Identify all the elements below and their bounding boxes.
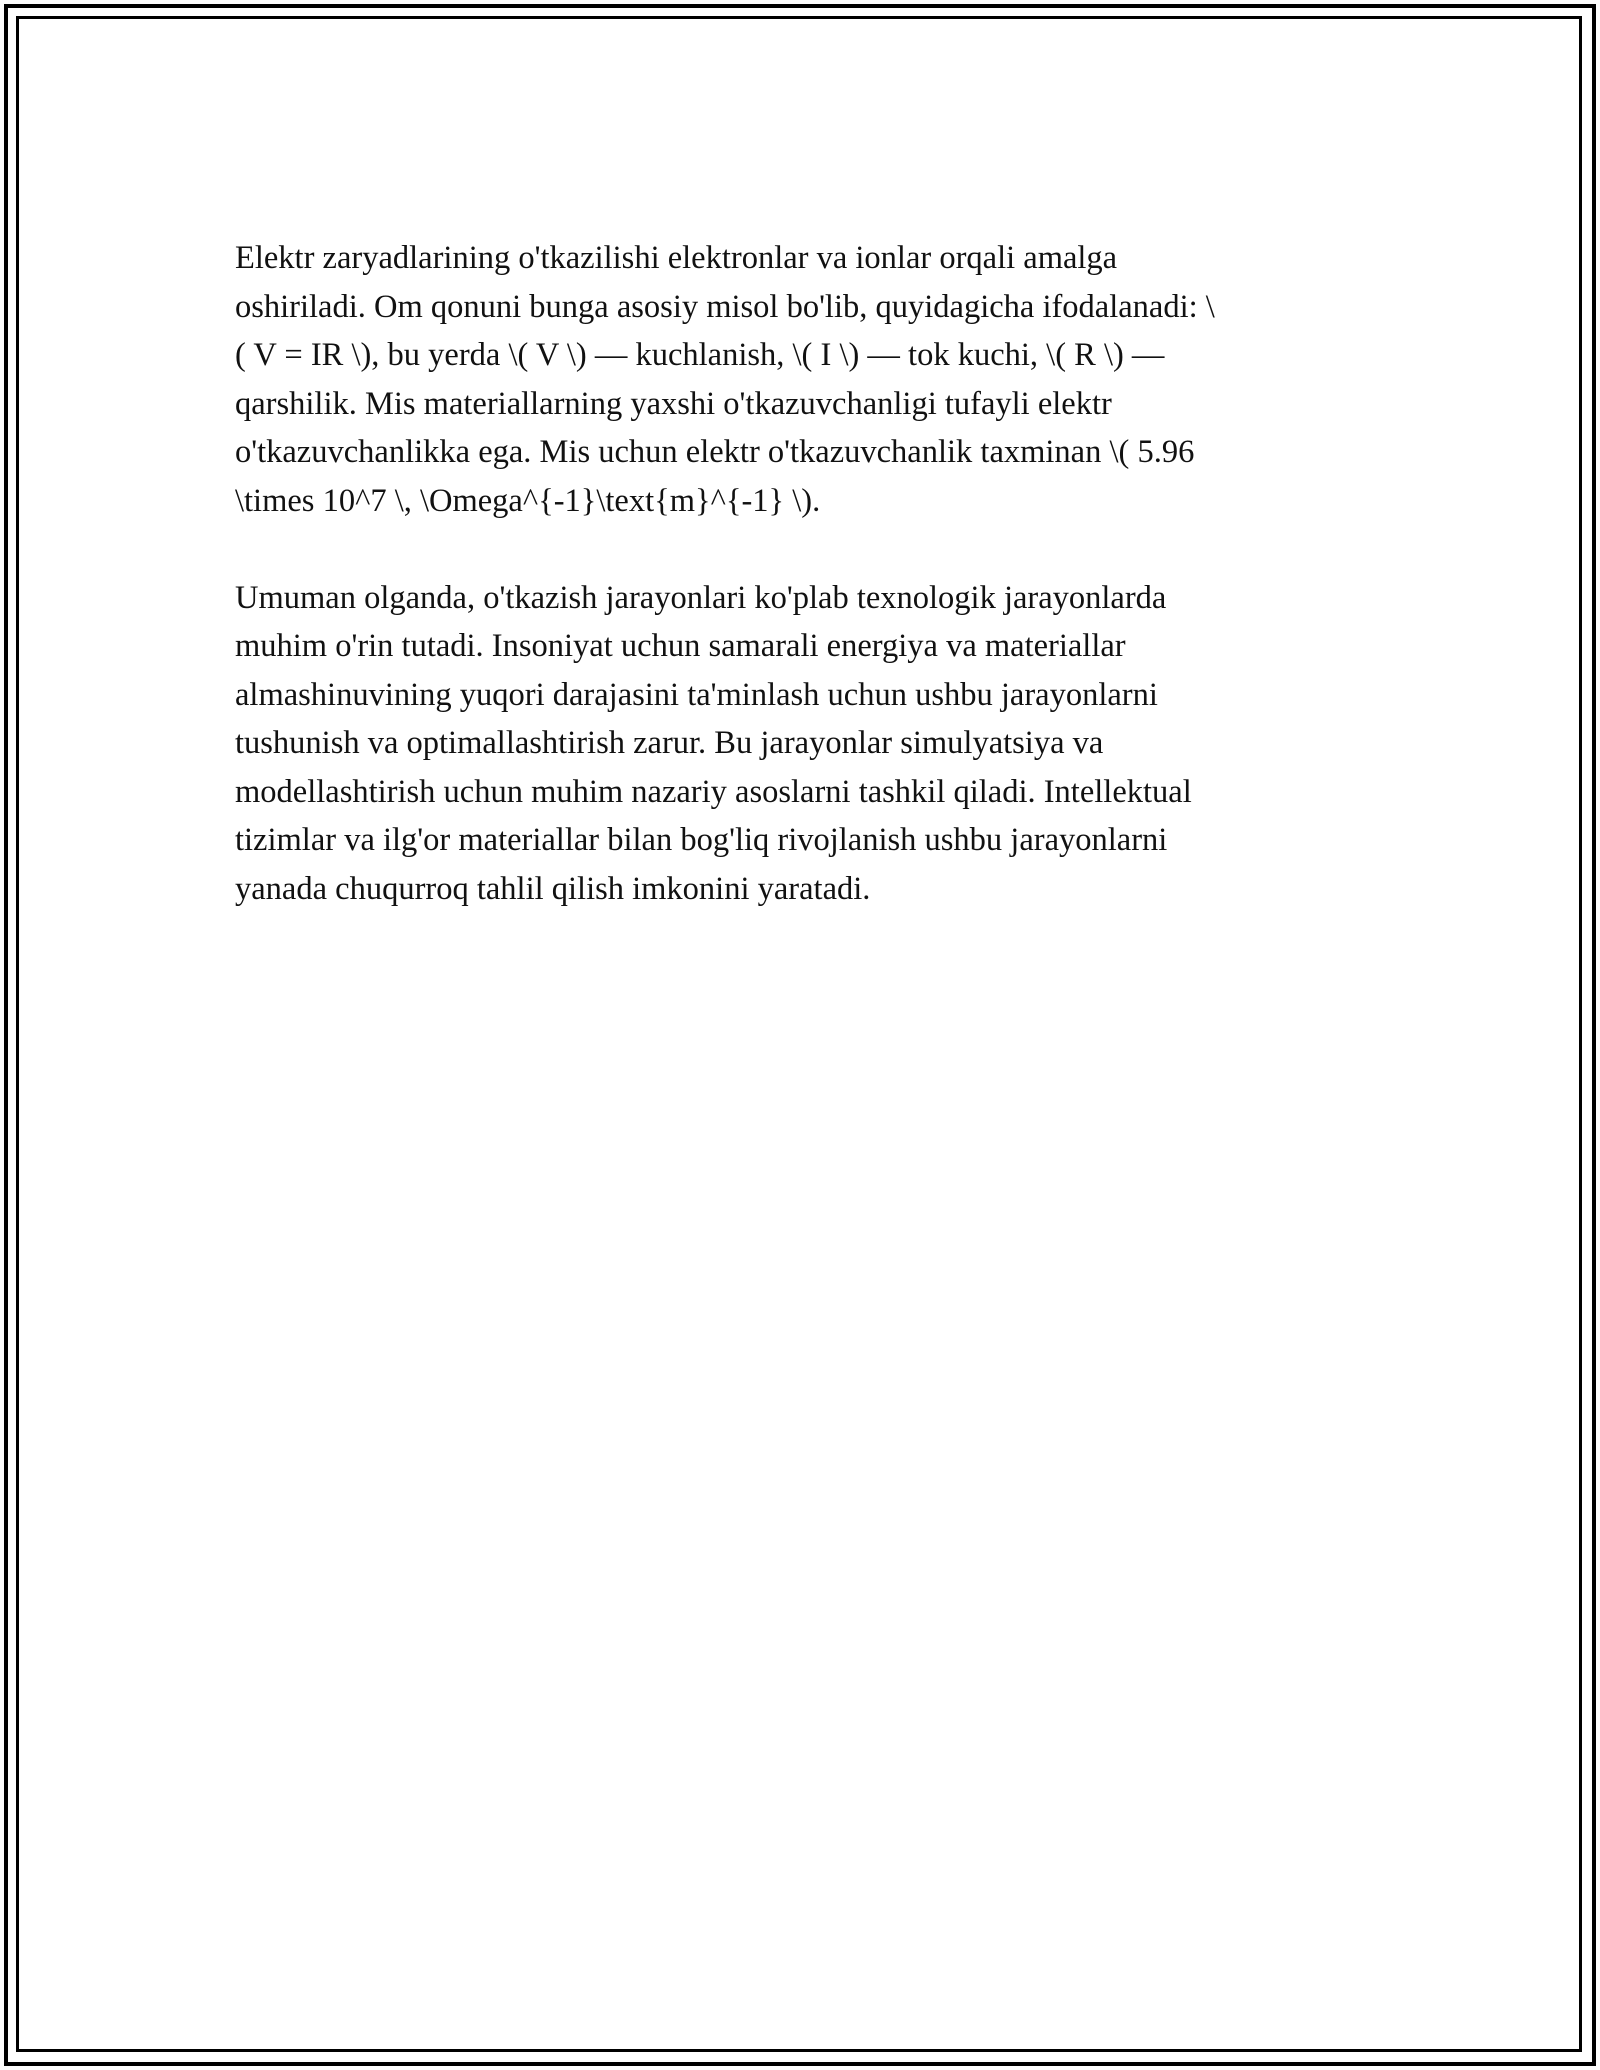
text-line: \times 10^7 \, \Omega^{-1}\text{m}^{-1} \). <box>235 482 821 519</box>
text-line: Elektr zaryadlarining o'tkazilishi elektronlar va ionlar orqali amalga <box>235 240 1118 276</box>
document-body <box>235 234 1355 913</box>
text-line: qarshilik. Mis materiallarning yaxshi o'tkazuvchanligi tufayli elektr <box>235 385 1112 422</box>
text-line: oshiriladi. Om qonuni bunga asosiy misol bo'lib, quyidagicha ifodalanadi: \ <box>235 288 1215 325</box>
text-line: Umuman olganda, o'tkazish jarayonlari ko'plab texnologik jarayonlarda <box>235 579 1167 616</box>
text-line: almashinuvining yuqori darajasini ta'minlash uchun ushbu jarayonlarni <box>235 676 1158 713</box>
text-line: tushunish va optimallashtirish zarur. Bu jarayonlar simulyatsiya va <box>235 725 1104 761</box>
text-line: yanada chuqurroq tahlil qilish imkonini yaratadi. <box>235 870 871 907</box>
paragraph-1 <box>235 234 1355 525</box>
text-line: o'tkazuvchanlikka ega. Mis uchun elektr o'tkazuvchanlik taxminan \( 5.96 <box>235 434 1195 470</box>
text-line: tizimlar va ilg'or materiallar bilan bog'liq rivojlanish ushbu jarayonlarni <box>235 822 1168 858</box>
paragraph-2 <box>235 574 1355 914</box>
text-line: modellashtirish uchun muhim nazariy asoslarni tashkil qiladi. Intellektual <box>235 773 1192 810</box>
text-line: muhim o'rin tutadi. Insoniyat uchun samarali energiya va materiallar <box>235 628 1126 664</box>
text-line: ( V = IR \), bu yerda \( V \) — kuchlanish, \( I \) — tok kuchi, \( R \) — <box>235 337 1165 373</box>
